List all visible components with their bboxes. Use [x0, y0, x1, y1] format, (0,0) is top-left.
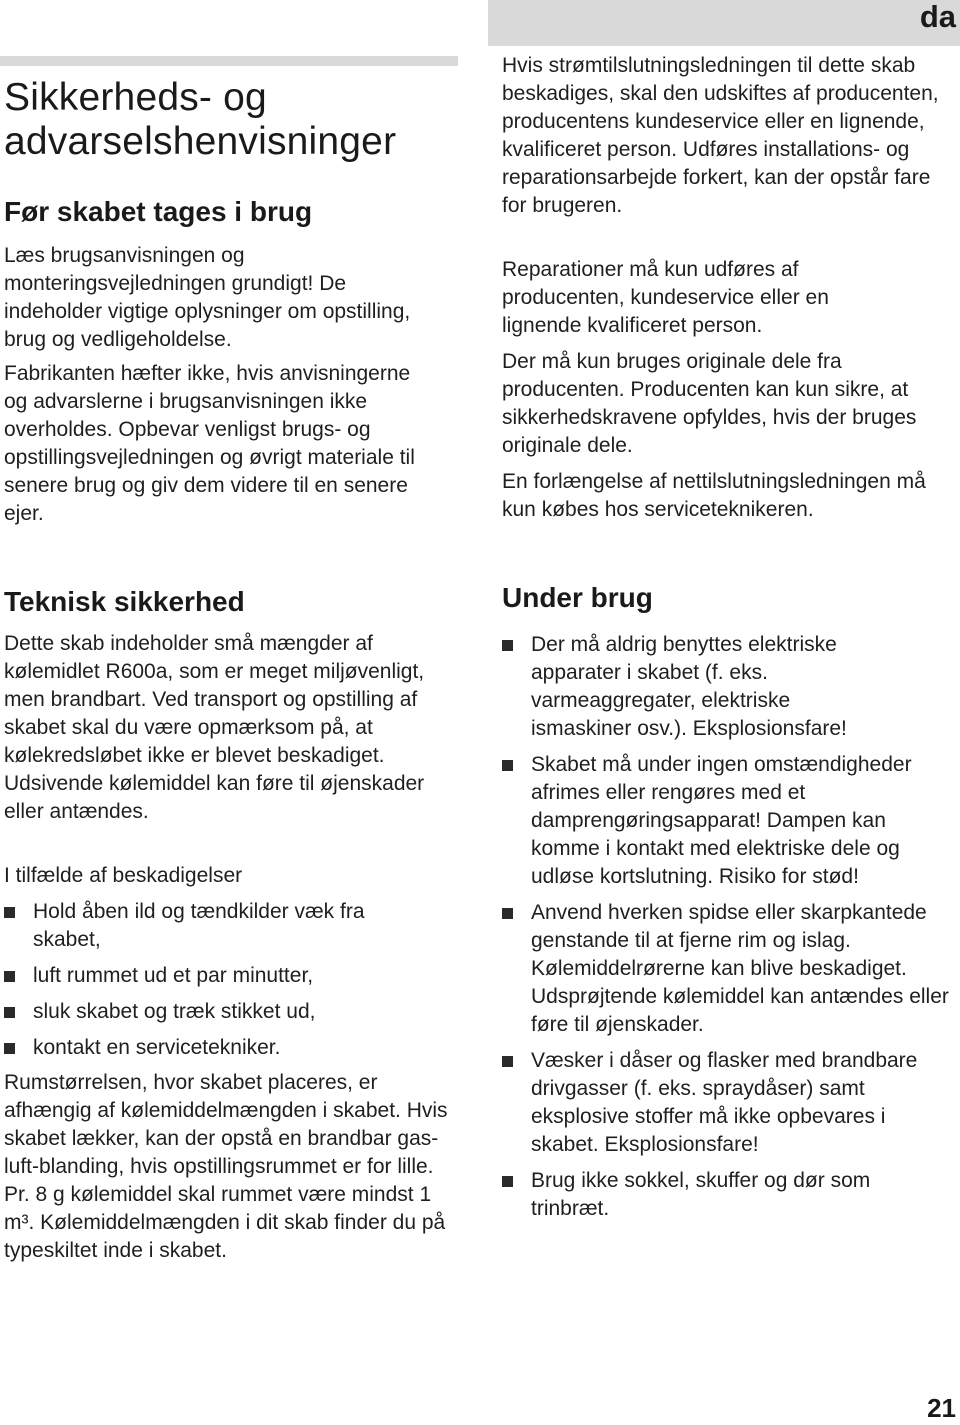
paragraph-refrigerant: Dette skab indeholder små mængder af kølemidlet R600a, som er meget miljøvenligt, men brandbart. Ved transport og opstilling af skabet skal du være opmærksom på, at kølekredsløbet ikke er blevet beskadiget. Udsivende kølemiddel kan føre til øjenskader eller antændes. [4, 632, 425, 823]
list-item: kontakt en servicetekniker. [4, 1034, 424, 1062]
list-item: Væsker i dåser og flasker med brandbare drivgasser (f. eks. spraydåser) samt eksplosive stoffer må ikke opbevares i skabet. Eksplosionsfare! [502, 1047, 957, 1159]
heading-technical-safety: Teknisk sikkerhed [4, 586, 245, 617]
bullet-square-icon [502, 760, 513, 771]
list-item: Brug ikke sokkel, skuffer og dør som trinbræt. [502, 1167, 957, 1223]
paragraph-extension-cable: En forlængelse af nettilslutningsledningen må kun købes hos serviceteknikeren. [502, 470, 926, 521]
bullet-square-icon [4, 907, 15, 918]
bullet-square-icon [4, 1007, 15, 1018]
language-bar [488, 0, 960, 46]
damage-bullet-list [4, 898, 424, 1062]
paragraph-room-size: Rumstørrelsen, hvor skabet placeres, er afhængig af kølemiddelmængden i skabet. Hvis skabet lækker, kan der opstå en brandbar gas-luft-blanding, hvis opstillingsrummet er for lille. Pr. 8 g kølemiddel skal rummet være mindst 1 m³. Kølemiddelmængden i dit skab finder du på typeskiltet inde i skabet. [4, 1071, 448, 1262]
language-label: da [919, 0, 956, 34]
usage-bullet-list [502, 631, 957, 1223]
bullet-square-icon [4, 971, 15, 982]
paragraph-power-cable: Hvis strømtilslutningsledningen til dette skab beskadiges, skal den udskiftes af producenten, producentens kundeservice eller en lignende, kvalificeret person. Udføres installations- og reparationsarbejde forkert, kan der opstår fare for brugeren. [502, 54, 939, 217]
list-item: luft rummet ud et par minutter, [4, 962, 424, 990]
page-number: 21 [927, 1393, 956, 1423]
paragraph-in-case-of-damage: I tilfælde af beskadigelser [4, 864, 243, 887]
list-item: sluk skabet og træk stikket ud, [4, 998, 424, 1026]
paragraph-manufacturer-liability: Fabrikanten hæfter ikke, hvis anvisningerne og advarslerne i brugsanvisningen ikke overholdes. Opbevar venligst brugs- og opstillingsvejledningen og øvrigt materiale til senere brug og giv dem videre til en senere ejer. [4, 362, 415, 525]
list-item: Der må aldrig benyttes elektriske apparater i skabet (f. eks. varmeaggregater, elektriske ismaskiner osv.). Eksplosionsfare! [502, 631, 957, 743]
bullet-square-icon [502, 640, 513, 651]
heading-before-use: Før skabet tages i brug [4, 196, 313, 227]
list-item: Hold åben ild og tændkilder væk fra skabet, [4, 898, 424, 954]
bullet-square-icon [502, 1176, 513, 1187]
paragraph-original-parts: Der må kun bruges originale dele fra producenten. Producenten kan kun sikre, at sikkerhedskravene opfyldes, hvis der bruges originale dele. [502, 350, 917, 457]
paragraph-repairs: Reparationer må kun udføres af producenten, kundeservice eller en lignende kvalificeret person. [502, 258, 829, 337]
heading-during-use: Under brug [502, 582, 653, 613]
section-rule [0, 56, 458, 66]
paragraph-read-manual: Læs brugsanvisningen og monteringsvejledningen grundigt! De indeholder vigtige oplysninger om opstilling, brug og vedligeholdelse. [4, 244, 411, 351]
list-item: Anvend hverken spidse eller skarpkantede genstande til at fjerne rim og islag. Kølemiddelrørerne kan blive beskadiget. Udsprøjtende kølemiddel kan antændes eller føre til øjenskader. [502, 899, 957, 1039]
bullet-square-icon [502, 1056, 513, 1067]
bullet-square-icon [4, 1043, 15, 1054]
list-item: Skabet må under ingen omstændigheder afrimes eller rengøres med et damprengøringsapparat! Dampen kan komme i kontakt med elektriske dele og udløse kortslutning. Risiko for stød! [502, 751, 957, 891]
page-title: Sikkerheds- og advarselshenvisninger [4, 76, 397, 163]
bullet-square-icon [502, 908, 513, 919]
